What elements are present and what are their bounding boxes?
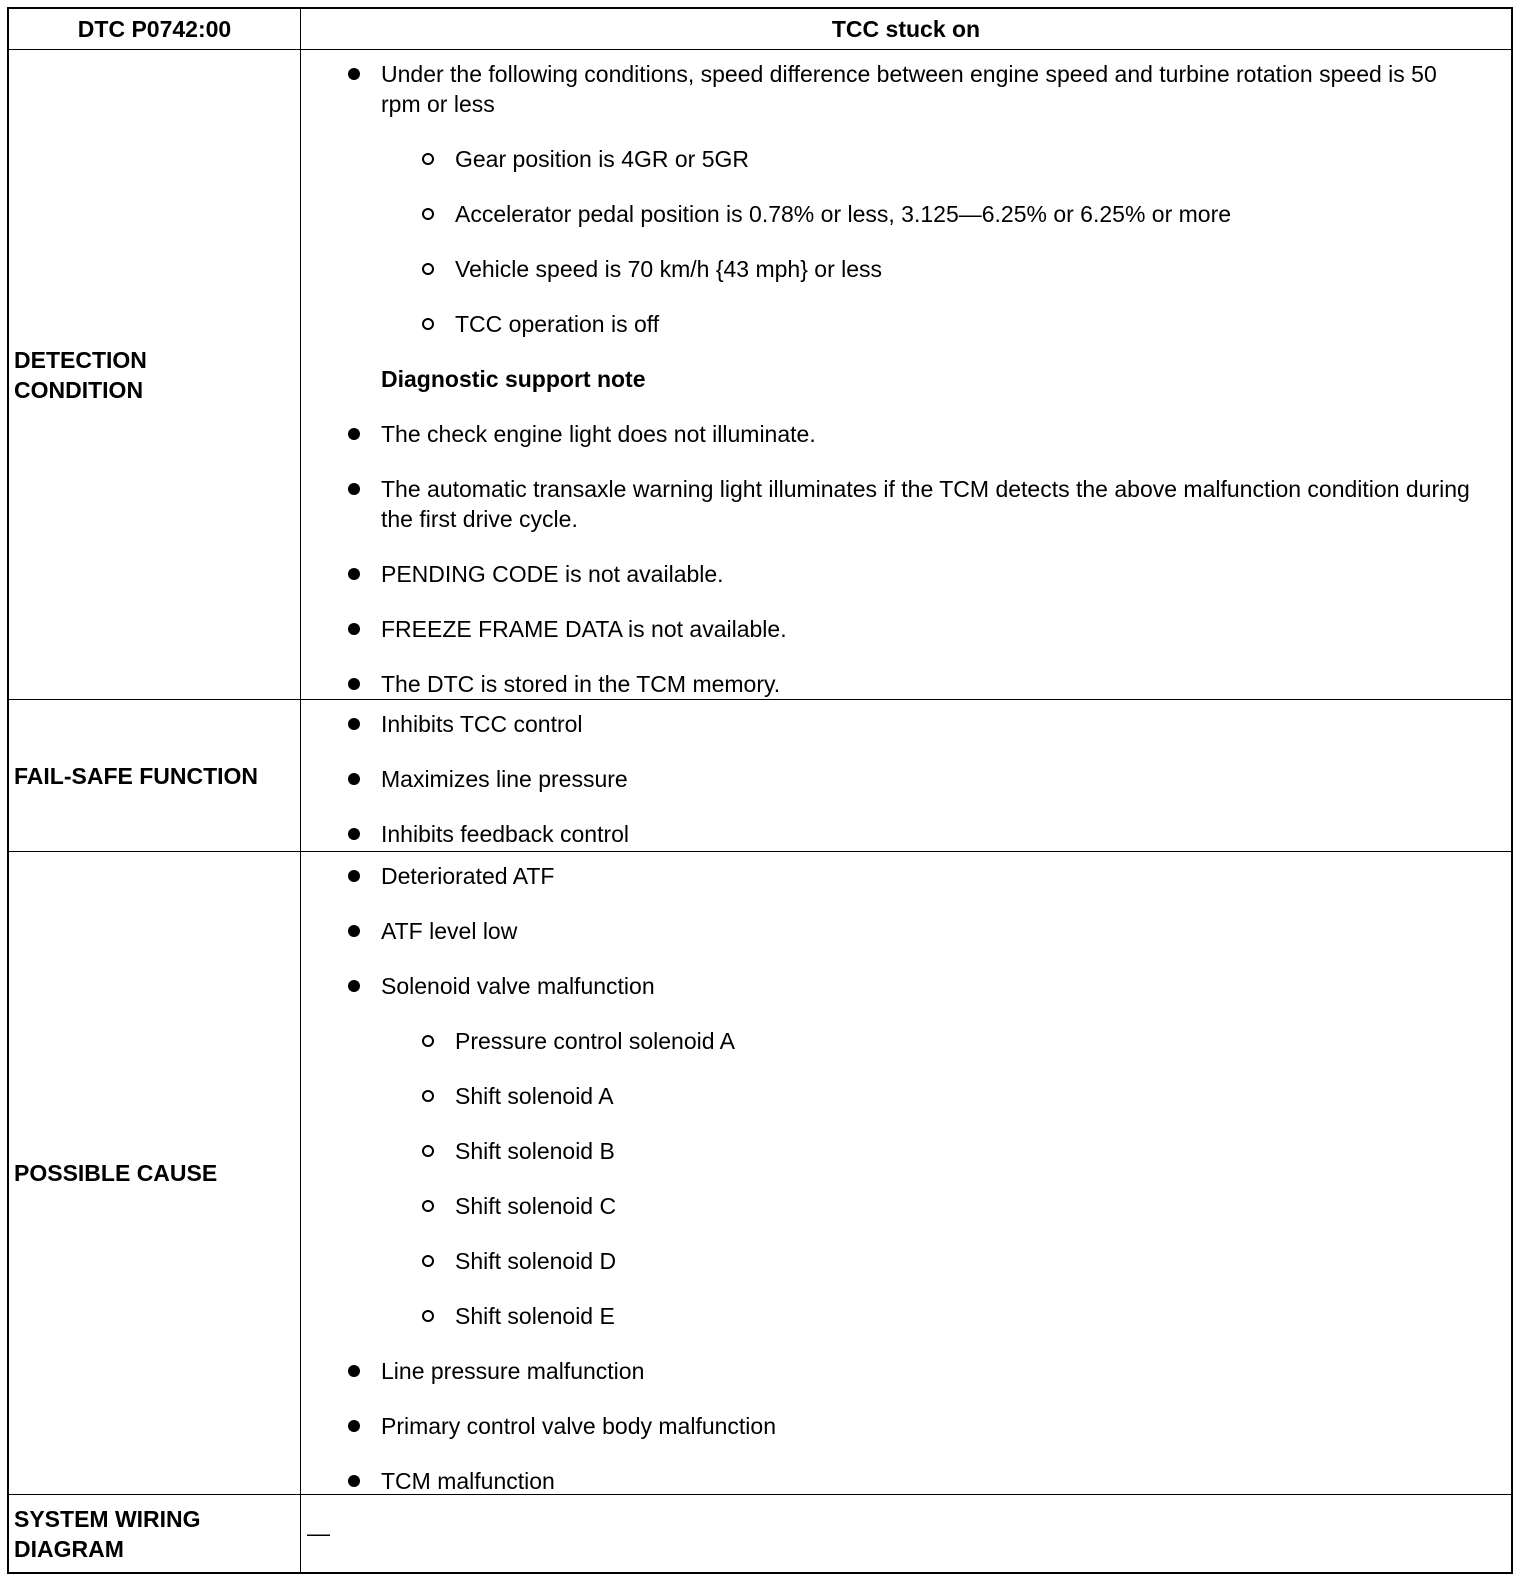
dtc-code-header xyxy=(9,9,301,49)
bullet-icon xyxy=(348,1420,360,1432)
list-item: Accelerator pedal position is 0.78% or less, 3.125—6.25% or 6.25% or more xyxy=(301,199,1511,229)
circle-bullet-icon xyxy=(422,1200,434,1212)
list-item: ATF level low xyxy=(301,916,1511,946)
bullet-icon xyxy=(348,483,360,495)
list-item: Vehicle speed is 70 km/h {43 mph} or less xyxy=(301,254,1511,284)
bullet-icon xyxy=(348,980,360,992)
circle-bullet-icon xyxy=(422,263,434,275)
wiring-diagram-label-cell xyxy=(9,1494,301,1572)
list-item: Maximizes line pressure xyxy=(301,764,1511,794)
bullet-icon xyxy=(348,773,360,785)
wiring-diagram-content xyxy=(301,1494,1511,1572)
failsafe-content xyxy=(301,699,1511,851)
list-item: TCM malfunction xyxy=(301,1466,1511,1496)
bullet-icon xyxy=(348,828,360,840)
bullet-icon xyxy=(348,568,360,580)
possible-cause-label: POSSIBLE CAUSE xyxy=(14,1160,218,1186)
circle-bullet-icon xyxy=(422,153,434,165)
possible-cause-content xyxy=(301,851,1511,1494)
circle-bullet-icon xyxy=(422,318,434,330)
list-item: Deteriorated ATF xyxy=(301,861,1511,891)
list-item: Pressure control solenoid A xyxy=(301,1026,1511,1056)
bullet-icon xyxy=(348,68,360,80)
list-item: Inhibits TCC control xyxy=(301,709,1511,739)
bullet-icon xyxy=(348,1365,360,1377)
bullet-icon xyxy=(348,718,360,730)
wiring-diagram-value: — xyxy=(307,1520,330,1546)
list-item: Shift solenoid E xyxy=(301,1301,1511,1331)
bullet-icon xyxy=(348,623,360,635)
bullet-icon xyxy=(348,870,360,882)
dtc-code: DTC P0742:00 xyxy=(77,15,232,42)
list-item: Line pressure malfunction xyxy=(301,1356,1511,1386)
detection-condition-label-cell xyxy=(9,49,301,699)
failsafe-label-cell xyxy=(9,699,301,851)
dtc-title-header xyxy=(301,9,1511,49)
list-item: Primary control valve body malfunction xyxy=(301,1411,1511,1441)
list-item: Shift solenoid D xyxy=(301,1246,1511,1276)
failsafe-label: FAIL-SAFE FUNCTION xyxy=(14,762,259,789)
list-item: TCC operation is off xyxy=(301,309,1511,339)
detection-condition-content xyxy=(301,49,1511,699)
list-item: Under the following conditions, speed difference between engine speed and turbine rotation speed is 50 rpm or less xyxy=(301,59,1511,119)
dtc-table xyxy=(7,7,1513,1574)
bullet-icon xyxy=(348,925,360,937)
circle-bullet-icon xyxy=(422,1035,434,1047)
list-item: Shift solenoid A xyxy=(301,1081,1511,1111)
list-item: The automatic transaxle warning light illuminates if the TCM detects the above malfunction condition during the first drive cycle. xyxy=(301,474,1511,534)
detection-condition-label: DETECTION CONDITION xyxy=(14,346,147,403)
possible-cause-label-cell xyxy=(9,851,301,1494)
list-item: Gear position is 4GR or 5GR xyxy=(301,144,1511,174)
list-item: PENDING CODE is not available. xyxy=(301,559,1511,589)
list-item: Shift solenoid B xyxy=(301,1136,1511,1166)
list-item: Solenoid valve malfunction xyxy=(301,971,1511,1001)
circle-bullet-icon xyxy=(422,1255,434,1267)
circle-bullet-icon xyxy=(422,208,434,220)
diagnostic-note-heading: Diagnostic support note xyxy=(381,366,646,392)
circle-bullet-icon xyxy=(422,1310,434,1322)
bullet-icon xyxy=(348,1475,360,1487)
list-item: Shift solenoid C xyxy=(301,1191,1511,1221)
bullet-icon xyxy=(348,428,360,440)
list-item: Inhibits feedback control xyxy=(301,819,1511,849)
wiring-diagram-label: SYSTEM WIRING DIAGRAM xyxy=(14,1505,201,1562)
circle-bullet-icon xyxy=(422,1090,434,1102)
bullet-icon xyxy=(348,678,360,690)
circle-bullet-icon xyxy=(422,1145,434,1157)
dtc-title: TCC stuck on xyxy=(831,15,981,42)
list-item: The check engine light does not illuminate. xyxy=(301,419,1511,449)
list-item: FREEZE FRAME DATA is not available. xyxy=(301,614,1511,644)
list-item: The DTC is stored in the TCM memory. xyxy=(301,669,1511,699)
